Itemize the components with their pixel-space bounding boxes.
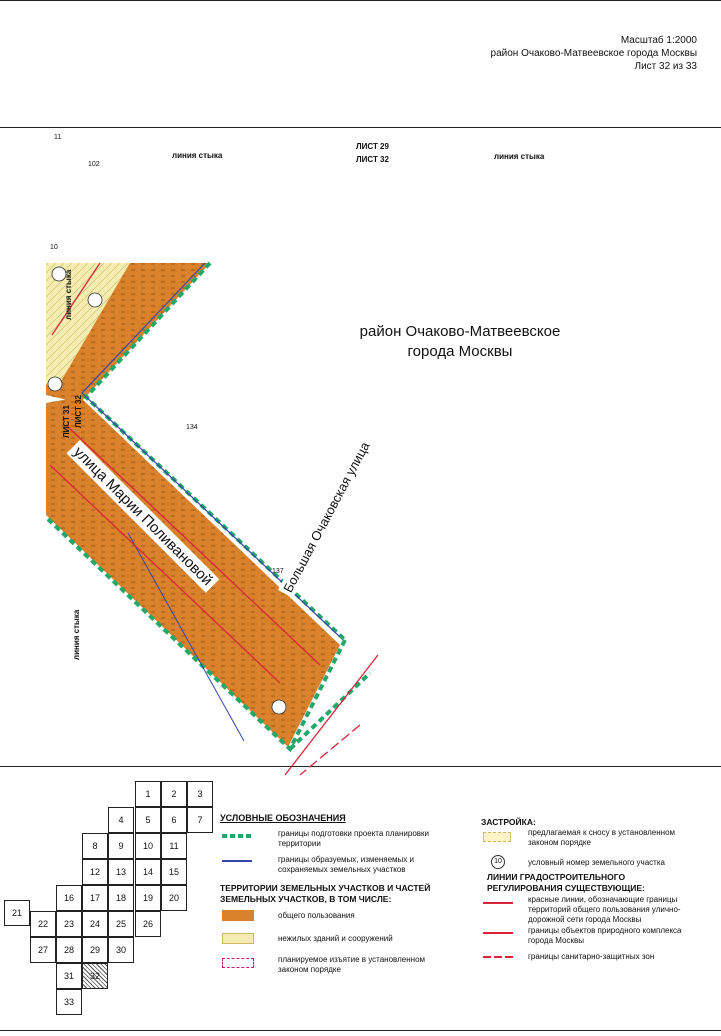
sheet-number-text: Лист 32 из 33 xyxy=(634,61,697,72)
seam-label-left: линия стыка xyxy=(172,151,223,160)
index-cell: 3 xyxy=(187,781,213,807)
parcel-number: 10 xyxy=(50,244,58,251)
legend-item-project-boundary: границы подготовки проекта планировки территории xyxy=(278,829,429,848)
index-cell: 4 xyxy=(108,807,134,833)
index-cell: 17 xyxy=(82,885,108,911)
sanitary-zone-swatch xyxy=(483,956,513,958)
legend-sanitary-zone: границы санитарно-защитных зон xyxy=(528,952,655,961)
frame-legend-divider xyxy=(0,766,721,767)
index-cell: 15 xyxy=(161,859,187,885)
index-cell-current: 32 xyxy=(82,963,108,989)
legend-parcel-number: условный номер земельного участка xyxy=(528,858,665,867)
parcel-number: 134 xyxy=(186,424,198,431)
street-label-main: улица Марии Поливановой xyxy=(67,440,220,593)
index-cell: 31 xyxy=(56,963,82,989)
index-cell: 19 xyxy=(135,885,161,911)
index-cell: 30 xyxy=(108,937,134,963)
street-label-side: Большая Очаковская улица xyxy=(278,436,375,598)
sheet-current-label: ЛИСТ 32 xyxy=(356,155,389,164)
nature-boundary-swatch xyxy=(483,932,513,934)
index-cell: 28 xyxy=(56,937,82,963)
frame-header-divider xyxy=(0,127,721,128)
sheet-left-label-b: ЛИСТ 32 xyxy=(74,395,83,428)
index-cell: 23 xyxy=(56,911,82,937)
index-cell: 16 xyxy=(56,885,82,911)
district-line-1: район Очаково-Матвеевское xyxy=(359,323,561,340)
sheet-left-label-a: ЛИСТ 31 xyxy=(62,405,71,438)
index-cell: 11 xyxy=(161,833,187,859)
index-cell: 26 xyxy=(135,911,161,937)
index-cell: 25 xyxy=(108,911,134,937)
red-line-swatch xyxy=(483,902,513,904)
legend-nature-boundary: границы объектов природного комплекса города Москвы xyxy=(528,926,682,945)
index-cell: 24 xyxy=(82,911,108,937)
demolition-swatch xyxy=(483,832,511,842)
parcel-number: 11 xyxy=(54,134,62,141)
index-cell: 12 xyxy=(82,859,108,885)
index-cell: 13 xyxy=(108,859,134,885)
withdrawal-swatch xyxy=(222,958,254,968)
legend-demolition: предлагаемая к сносу в установленном законом порядке xyxy=(528,828,676,847)
seam-label-right: линия стыка xyxy=(494,152,545,161)
index-cell: 10 xyxy=(135,833,161,859)
nonresidential-swatch xyxy=(222,933,254,944)
index-cell: 1 xyxy=(135,781,161,807)
parcel-number: 102 xyxy=(88,161,100,168)
sheet-top-label: ЛИСТ 29 xyxy=(356,142,389,151)
index-cell: 6 xyxy=(161,807,187,833)
index-cell: 22 xyxy=(30,911,56,937)
project-boundary-swatch xyxy=(222,834,252,838)
parcel-number: 137 xyxy=(272,568,284,575)
legend-lines-title: ЛИНИИ ГРАДОСТРОИТЕЛЬНОГО РЕГУЛИРОВАНИЯ СУЩЕСТВУЮЩИЕ: xyxy=(487,872,645,893)
legend-red-lines: красные линии, обозначающие границы территорий общего пользования улично-дорожной сети города Москвы xyxy=(528,895,681,924)
index-cell: 5 xyxy=(135,807,161,833)
seam-label-vertical-top: линия стыка xyxy=(64,269,73,320)
legend-territories-title: ТЕРРИТОРИИ ЗЕМЕЛЬНЫХ УЧАСТКОВ И ЧАСТЕЙ ЗЕМЕЛЬНЫХ УЧАСТКОВ, В ТОМ ЧИСЛЕ: xyxy=(220,883,431,904)
legend-item-parcel-boundary: границы образуемых, изменяемых и сохраняемых земельных участков xyxy=(278,855,414,874)
frame-top-line xyxy=(0,0,721,1)
index-cell: 7 xyxy=(187,807,213,833)
legend-public-use: общего пользования xyxy=(278,911,355,920)
public-use-swatch xyxy=(222,910,254,921)
index-cell: 21 xyxy=(4,900,30,926)
legend-withdrawal: планируемое изъятие в установленном законом порядке xyxy=(278,955,426,974)
parcel-number-symbol: 10 xyxy=(491,855,505,869)
index-cell: 14 xyxy=(135,859,161,885)
legend-building-title: ЗАСТРОЙКА: xyxy=(481,817,536,827)
index-cell: 2 xyxy=(161,781,187,807)
district-line-2: города Москвы xyxy=(407,343,513,360)
index-cell: 20 xyxy=(161,885,187,911)
seam-label-vertical-bottom: линия стыка xyxy=(72,609,81,660)
sheet-header xyxy=(491,34,697,73)
scale-text: Масштаб 1:2000 xyxy=(620,35,697,46)
index-cell: 27 xyxy=(30,937,56,963)
index-cell: 9 xyxy=(108,833,134,859)
frame-bottom-line xyxy=(0,1030,721,1031)
index-cell: 18 xyxy=(108,885,134,911)
index-cell: 8 xyxy=(82,833,108,859)
legend-title: УСЛОВНЫЕ ОБОЗНАЧЕНИЯ xyxy=(220,813,346,823)
district-name xyxy=(340,322,580,362)
legend-nonresidential: нежилых зданий и сооружений xyxy=(278,934,393,943)
index-cell: 29 xyxy=(82,937,108,963)
district-header-text: район Очаково-Матвеевское города Москвы xyxy=(490,48,697,59)
parcel-boundary-swatch xyxy=(222,860,252,862)
index-cell: 33 xyxy=(56,989,82,1015)
